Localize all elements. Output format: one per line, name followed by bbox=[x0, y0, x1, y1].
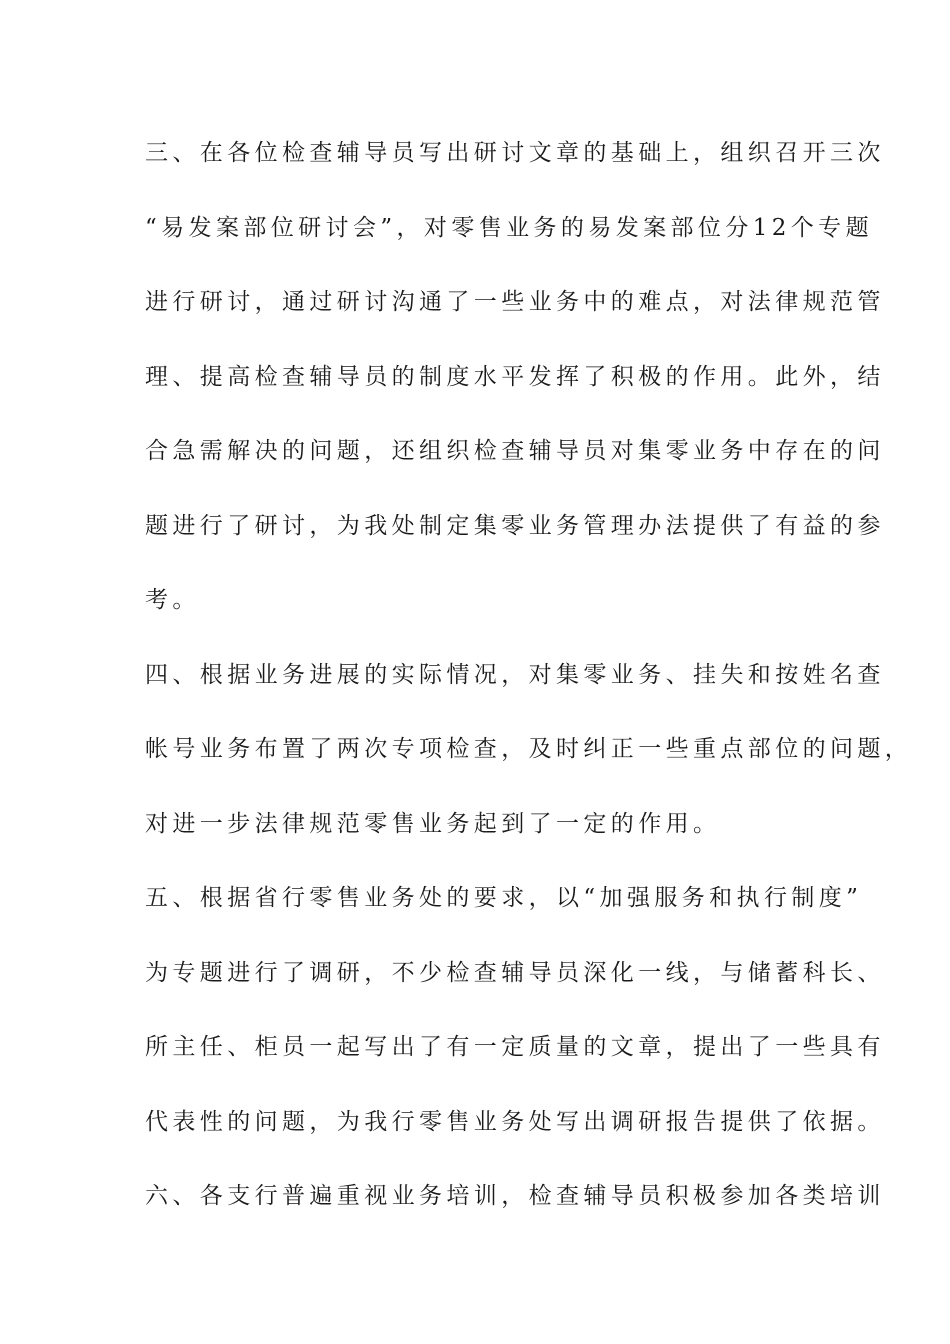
text-line: 考。 bbox=[145, 587, 200, 613]
text-line: 帐号业务布置了两次专项检查，及时纠正一些重点部位的问题， bbox=[145, 736, 913, 762]
document-body bbox=[145, 116, 913, 1234]
text-line: 对进一步法律规范零售业务起到了一定的作用。 bbox=[145, 810, 721, 837]
text-line: 四、根据业务进展的实际情况，对集零业务、挂失和按姓名查 bbox=[145, 661, 885, 688]
text-line: 六、各支行普遍重视业务培训，检查辅导员积极参加各类培训 bbox=[145, 1183, 885, 1209]
text-line: 三、在各位检查辅导员写出研讨文章的基础上，组织召开三次 bbox=[145, 140, 885, 166]
text-line: 进行研讨，通过研讨沟通了一些业务中的难点，对法律规范管 bbox=[145, 289, 885, 315]
text-line: 题进行了研讨，为我处制定集零业务管理办法提供了有益的参 bbox=[145, 512, 885, 539]
text-line: 所主任、柜员一起写出了有一定质量的文章，提出了一些具有 bbox=[145, 1034, 885, 1060]
text-line: “易发案部位研讨会”，对零售业务的易发案部位分12个专题 bbox=[145, 214, 873, 241]
text-line: 为专题进行了调研，不少检查辅导员深化一线，与储蓄科长、 bbox=[145, 959, 885, 986]
text-line: 理、提高检查辅导员的制度水平发挥了积极的作用。此外，结 bbox=[145, 363, 885, 390]
text-line: 合急需解决的问题，还组织检查辅导员对集零业务中存在的问 bbox=[145, 438, 885, 464]
text-line: 五、根据省行零售业务处的要求，以“加强服务和执行制度” bbox=[145, 885, 863, 911]
text-line: 代表性的问题，为我行零售业务处写出调研报告提供了依据。 bbox=[145, 1108, 885, 1135]
